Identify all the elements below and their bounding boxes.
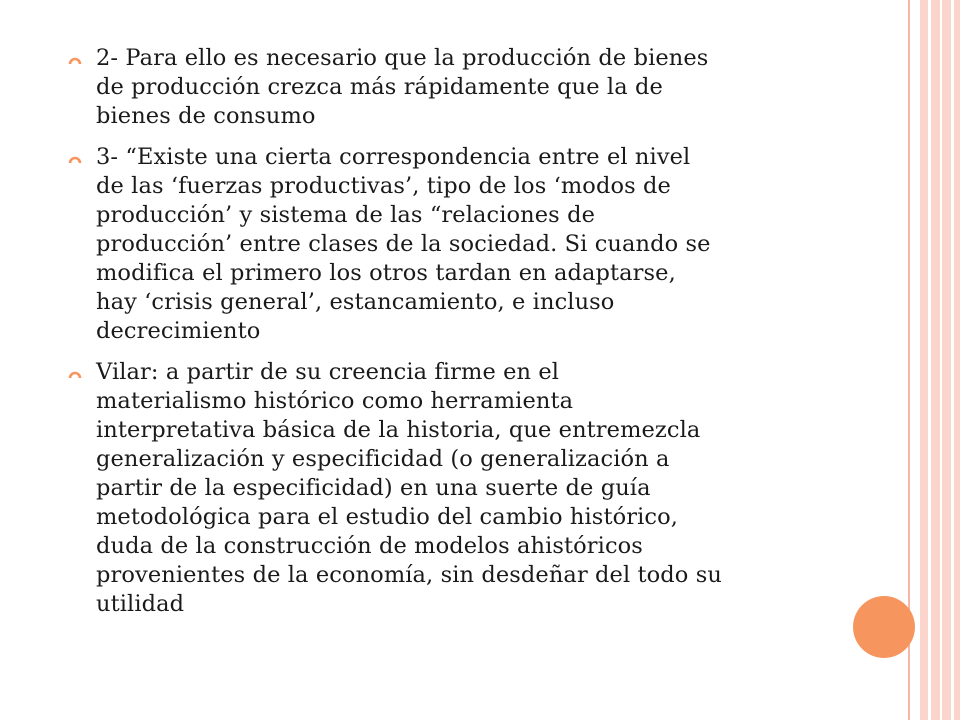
bullet-line: duda de la construcción de modelos ahistóricos: [96, 533, 643, 559]
bullet-marker-icon: [68, 366, 82, 380]
bullet-item: [68, 44, 828, 131]
bullet-line: producción’ y sistema de las “relaciones de: [96, 202, 595, 228]
frame-stripe: [940, 0, 942, 720]
bullet-line: bienes de consumo: [96, 103, 316, 129]
bullet-line: utilidad: [96, 591, 185, 617]
bullet-line: modifica el primero los otros tardan en adaptarse,: [96, 260, 676, 286]
bullet-marker-icon: [68, 52, 82, 66]
bullet-line: materialismo histórico como herramienta: [96, 388, 574, 414]
bullet-marker-icon: [68, 151, 82, 165]
bullet-line: producción’ entre clases de la sociedad. Si cuando se: [96, 231, 711, 257]
bullet-line: decrecimiento: [96, 318, 261, 344]
bullet-line: interpretativa básica de la historia, que entremezcla: [96, 417, 701, 443]
bullet-item: [68, 358, 828, 619]
accent-circle: [853, 596, 915, 658]
bullet-line: hay ‘crisis general’, estancamiento, e incluso: [96, 289, 615, 315]
bullet-list: [68, 44, 828, 631]
bullet-line: metodológica para el estudio del cambio histórico,: [96, 504, 678, 530]
frame-stripe: [951, 0, 954, 720]
bullet-line: 3- “Existe una cierta correspondencia entre el nivel: [96, 144, 691, 170]
bullet-line: generalización y especificidad (o generalización a: [96, 446, 670, 472]
bullet-line: 2- Para ello es necesario que la producción de bienes: [96, 45, 709, 71]
bullet-line: provenientes de la economía, sin desdeñar del todo su: [96, 562, 722, 588]
bullet-line: partir de la especificidad) en una suerte de guía: [96, 475, 651, 501]
frame-stripe: [928, 0, 931, 720]
bullet-line: Vilar: a partir de su creencia firme en el: [96, 359, 560, 385]
bullet-item: [68, 143, 828, 346]
bullet-line: de las ‘fuerzas productivas’, tipo de los ‘modos de: [96, 173, 671, 199]
bullet-line: de producción crezca más rápidamente que la de: [96, 74, 663, 100]
